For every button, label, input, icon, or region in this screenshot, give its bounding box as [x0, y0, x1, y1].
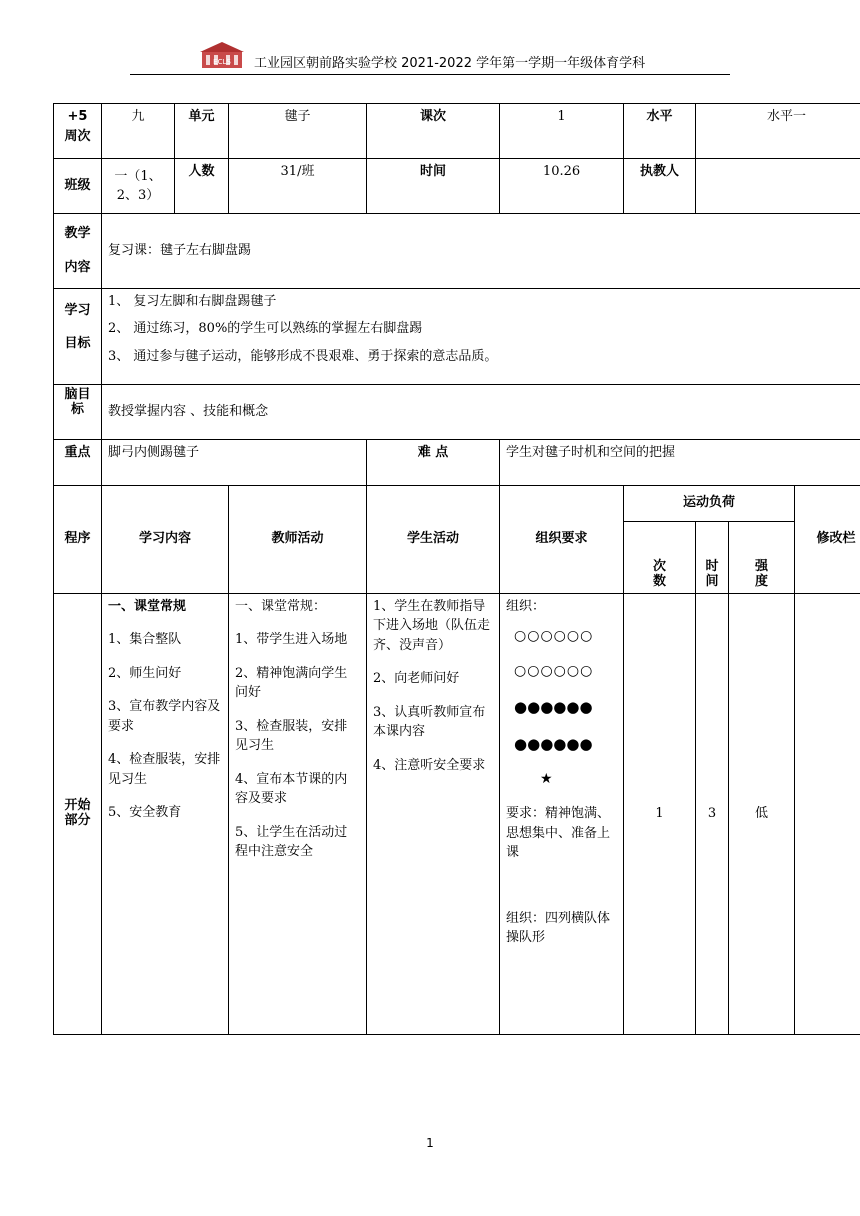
formation-row: ●●●●●● — [514, 734, 593, 753]
section-label: 开始部分 — [64, 797, 91, 828]
unit-value: 毽子 — [229, 104, 367, 159]
col-teacher: 教师活动 — [229, 485, 367, 593]
teacher-item: 一、课堂常规： — [235, 598, 327, 614]
load-duration: 3 — [696, 593, 729, 1034]
teacher-item: 3、检查服装，安排见习生 — [235, 718, 348, 754]
col-student: 学生活动 — [367, 485, 500, 593]
content-item: 5、安全教育 — [108, 805, 182, 821]
time-label: 时间 — [367, 159, 500, 214]
content-title: 一、课堂常规 — [108, 598, 187, 614]
class-label: 班级 — [54, 159, 102, 214]
school-logo — [196, 40, 248, 70]
difficulty-value: 学生对毽子时机和空间的把握 — [500, 439, 860, 485]
goal-item: 2、 通过练习，80%的学生可以熟练的掌握左右脚盘踢 — [108, 321, 423, 337]
section-org — [500, 593, 624, 1034]
content-label: 教学内容 — [64, 226, 91, 275]
teacher-item: 2、精神饱满向学生问好 — [235, 665, 348, 701]
section-start-row — [54, 593, 860, 1034]
col-revise: 修改栏 — [795, 485, 860, 593]
teacher-item: 1、带学生进入场地 — [235, 632, 348, 648]
section-teacher — [229, 593, 367, 1034]
key-label: 重点 — [54, 439, 102, 485]
formation-row: ●●●●●● — [514, 698, 593, 717]
content-item: 4、检查服装，安排见习生 — [108, 752, 221, 787]
level-label: 水平 — [624, 104, 696, 159]
org-title: 组织： — [506, 598, 546, 614]
col-content: 学习内容 — [102, 485, 229, 593]
time-value: 10.26 — [500, 159, 624, 214]
section-content — [102, 593, 229, 1034]
svg-text:ECLS: ECLS — [213, 58, 231, 66]
header-title: 工业园区朝前路实验学校 2021-2022 学年第一学期一年级体育学科 — [254, 56, 646, 71]
content-item: 1、集合整队 — [108, 632, 182, 648]
count-label: 人数 — [175, 159, 229, 214]
key-row — [54, 439, 860, 485]
info-row-1 — [54, 104, 860, 159]
org-requirement: 要求：精神饱满、思想集中、准备上课 — [506, 806, 611, 861]
student-item: 3、认真听教师宣布本课内容 — [373, 704, 486, 740]
col-org: 组织要求 — [500, 485, 624, 593]
content-row — [54, 214, 860, 289]
goal-item: 1、 复习左脚和右脚盘踢毽子 — [108, 293, 277, 309]
count-value: 31/班 — [229, 159, 367, 214]
brain-label: 脑目标 — [64, 386, 91, 417]
columns-row-1 — [54, 485, 860, 521]
brain-row — [54, 384, 860, 439]
teacher-star-icon: ★ — [540, 771, 554, 788]
info-row-2 — [54, 159, 860, 214]
class-value: 一（1、2、3） — [102, 159, 175, 214]
goals-list — [102, 288, 860, 384]
teacher-value — [696, 159, 860, 214]
lesson-value: 1 — [500, 104, 624, 159]
formation-row: ○○○○○○ — [514, 663, 594, 680]
col-intensity: 强度 — [755, 558, 769, 589]
content-item: 2、师生问好 — [108, 665, 182, 681]
unit-label: 单元 — [175, 104, 229, 159]
week-value: 九 — [102, 104, 175, 159]
difficulty-label: 难 点 — [367, 439, 500, 485]
load-times: 1 — [624, 593, 696, 1034]
lesson-plan-table — [53, 103, 860, 1035]
goals-label: 学习目标 — [64, 302, 91, 352]
content-value: 复习课：毽子左右脚盘踢 — [102, 214, 860, 289]
teacher-item: 4、宣布本节课的内容及要求 — [235, 771, 348, 807]
content-item: 3、宣布教学内容及要求 — [108, 699, 221, 734]
formation-row: ○○○○○○ — [514, 628, 594, 645]
level-value: 水平一 — [696, 104, 860, 159]
week-label: +5 周次 — [54, 104, 102, 159]
header-rule — [130, 74, 730, 75]
col-load: 运动负荷 — [624, 485, 795, 521]
goal-item: 3、 通过参与毽子运动，能够形成不畏艰难、勇于探索的意志品质。 — [108, 348, 498, 364]
org-formation: 组织：四列横队体操队形 — [506, 910, 611, 946]
teacher-item: 5、让学生在活动过程中注意安全 — [235, 824, 348, 860]
goals-row — [54, 288, 860, 384]
col-times: 次数 — [653, 558, 667, 589]
brain-value: 教授掌握内容 、技能和概念 — [102, 384, 860, 439]
col-order: 程序 — [54, 485, 102, 593]
teacher-label: 执教人 — [624, 159, 696, 214]
student-item: 1、学生在教师指导下进入场地（队伍走齐、没声音） — [373, 598, 491, 653]
page-number: 1 — [426, 1136, 434, 1150]
lesson-label: 课次 — [367, 104, 500, 159]
page-header — [130, 40, 730, 76]
student-item: 2、向老师问好 — [373, 671, 460, 687]
col-duration: 时间 — [705, 558, 719, 589]
student-item: 4、注意听安全要求 — [373, 757, 486, 773]
key-value: 脚弓内侧踢毽子 — [102, 439, 367, 485]
section-student — [367, 593, 500, 1034]
load-intensity: 低 — [729, 593, 795, 1034]
revise-cell — [795, 593, 860, 1034]
